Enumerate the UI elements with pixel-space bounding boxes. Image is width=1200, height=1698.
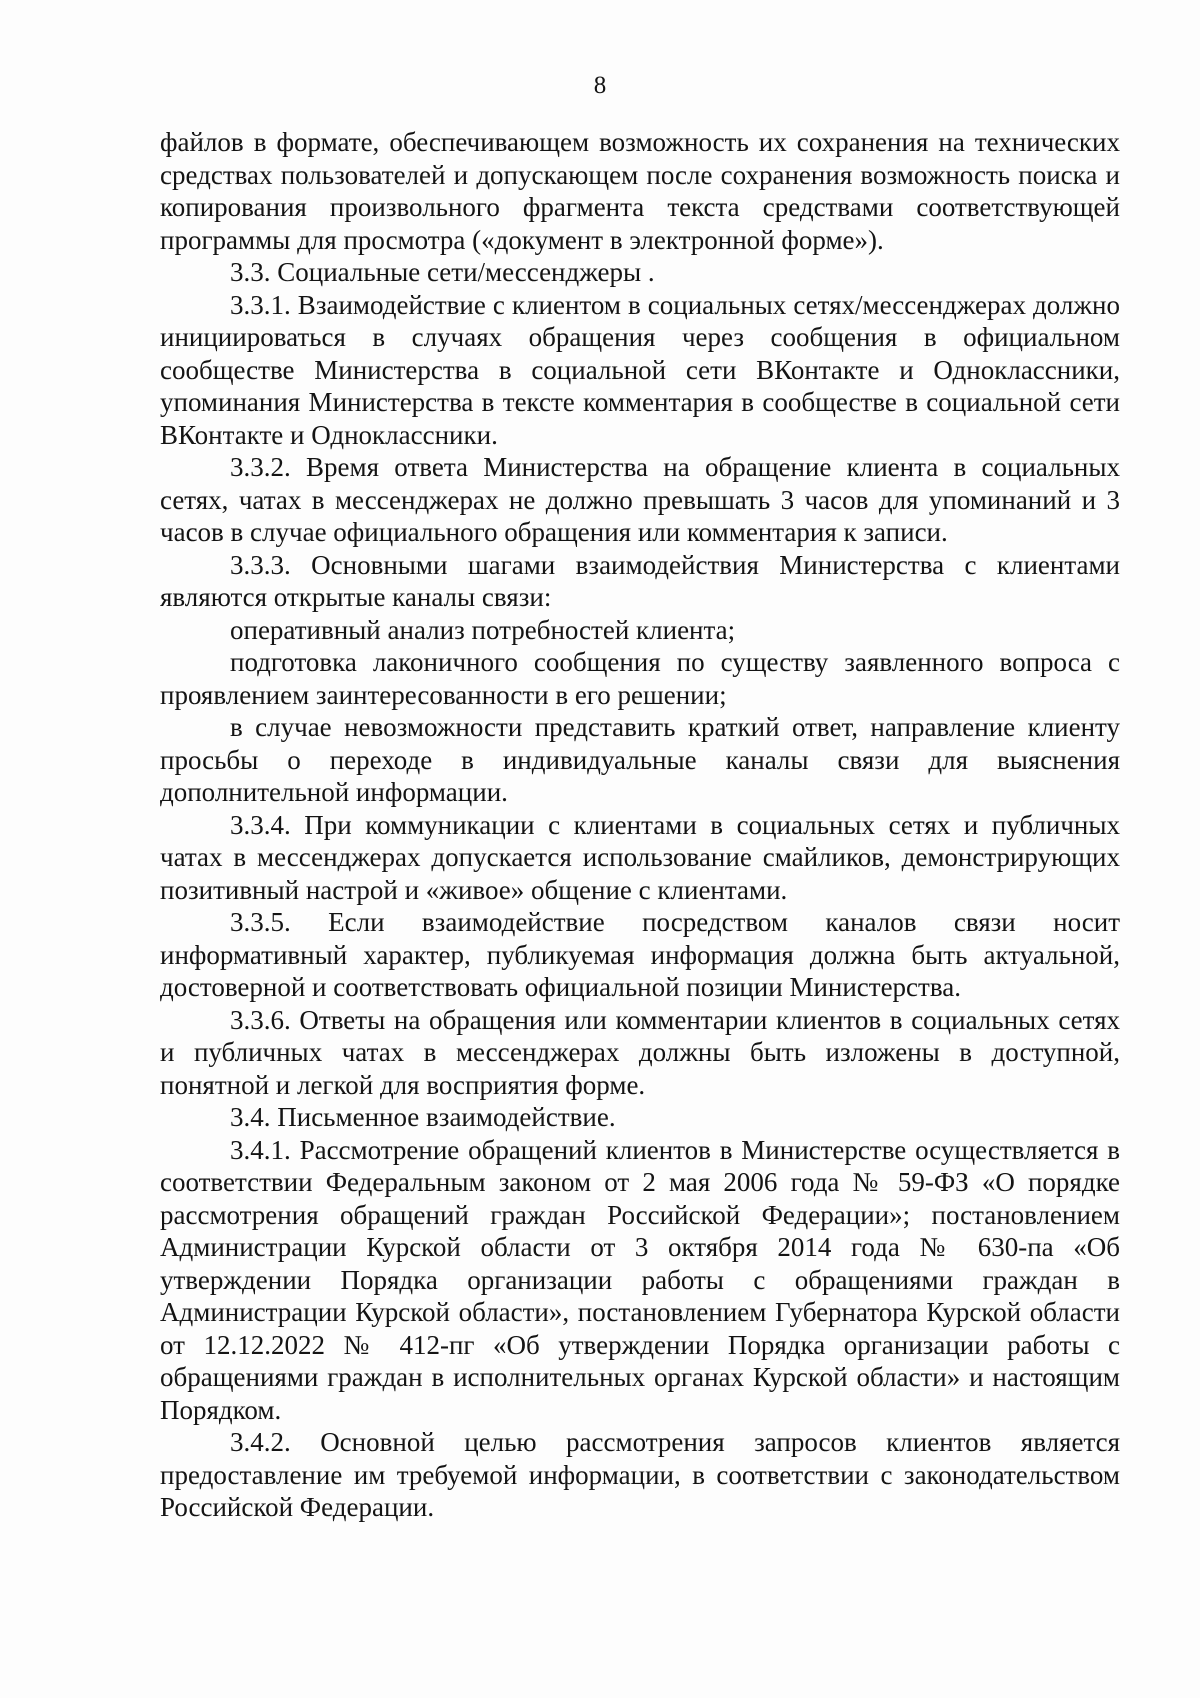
- page-number: 8: [593, 72, 607, 99]
- paragraph: 3.3.6. Ответы на обращения или комментарии клиентов в социальных сетях и публичных чатах в мессенджерах должны быть изложены в доступной, понятной и легкой для восприятия форме.: [160, 1004, 1120, 1100]
- list-item: оперативный анализ потребностей клиента;: [230, 614, 736, 645]
- paragraph: 3.3.5. Если взаимодействие посредством каналов связи носит информативный характер, публикуемая информация должна быть актуальной, достоверной и соответствовать официальной позиции Министерства.: [160, 907, 1120, 1002]
- list-item: в случае невозможности представить краткий ответ, направление клиенту просьбы о переходе в индивидуальные каналы связи для выяснения дополнительной информации.: [160, 712, 1120, 807]
- paragraph: файлов в формате, обеспечивающем возможность их сохранения на технических средствах пользователей и допускающем после сохранения возможность поиска и копирования произвольного фрагмента текста средствами соответствующей программы для просмотра («документ в электронной форме»).: [160, 127, 1120, 255]
- section-heading: 3.4. Письменное взаимодействие.: [230, 1102, 616, 1132]
- list-item: подготовка лаконичного сообщения по существу заявленного вопроса с проявлением заинтересованности в его решении;: [160, 647, 1120, 710]
- paragraph: 3.4.1. Рассмотрение обращений клиентов в Министерстве осуществляется в соответствии Федеральным законом от 2 мая 2006 года № 59-ФЗ «О порядке рассмотрения обращений граждан Российской Федерации»; постановлением Администрации Курской области от 3 октября 2014 года № 630-па «Об утверждении Порядка организации работы с обращениями граждан в Администрации Курской области», постановлением Губернатора Курской области от 12.12.2022 № 412-пг «Об утверждении Порядка организации работы с обращениями граждан в исполнительных органах Курской области» и настоящим Порядком.: [160, 1134, 1120, 1425]
- paragraph: 3.3.4. При коммуникации с клиентами в социальных сетях и публичных чатах в мессенджерах допускается использование смайликов, демонстрирующих позитивный настрой и «живое» общение с клиентами.: [160, 809, 1120, 905]
- section-heading: 3.3. Социальные сети/мессенджеры .: [230, 257, 655, 287]
- paragraph: 3.3.3. Основными шагами взаимодействия Министерства с клиентами являются открытые каналы связи:: [160, 549, 1120, 612]
- paragraph: 3.3.2. Время ответа Министерства на обращение клиента в социальных сетях, чатах в мессенджерах не должно превышать 3 часов для упоминаний и 3 часов в случае официального обращения или комментария к записи.: [160, 452, 1120, 547]
- paragraph: 3.3.1. Взаимодействие с клиентом в социальных сетях/мессенджерах должно инициироваться в случаях обращения через сообщения в официальном сообществе Министерства в социальной сети ВКонтакте и Одноклассники, упоминания Министерства в тексте комментария в сообществе в социальной сети ВКонтакте и Одноклассники.: [160, 289, 1120, 450]
- document-body: [160, 126, 1120, 1524]
- paragraph: 3.4.2. Основной целью рассмотрения запросов клиентов является предоставление им требуемой информации, в соответствии с законодательством Российской Федерации.: [160, 1427, 1120, 1522]
